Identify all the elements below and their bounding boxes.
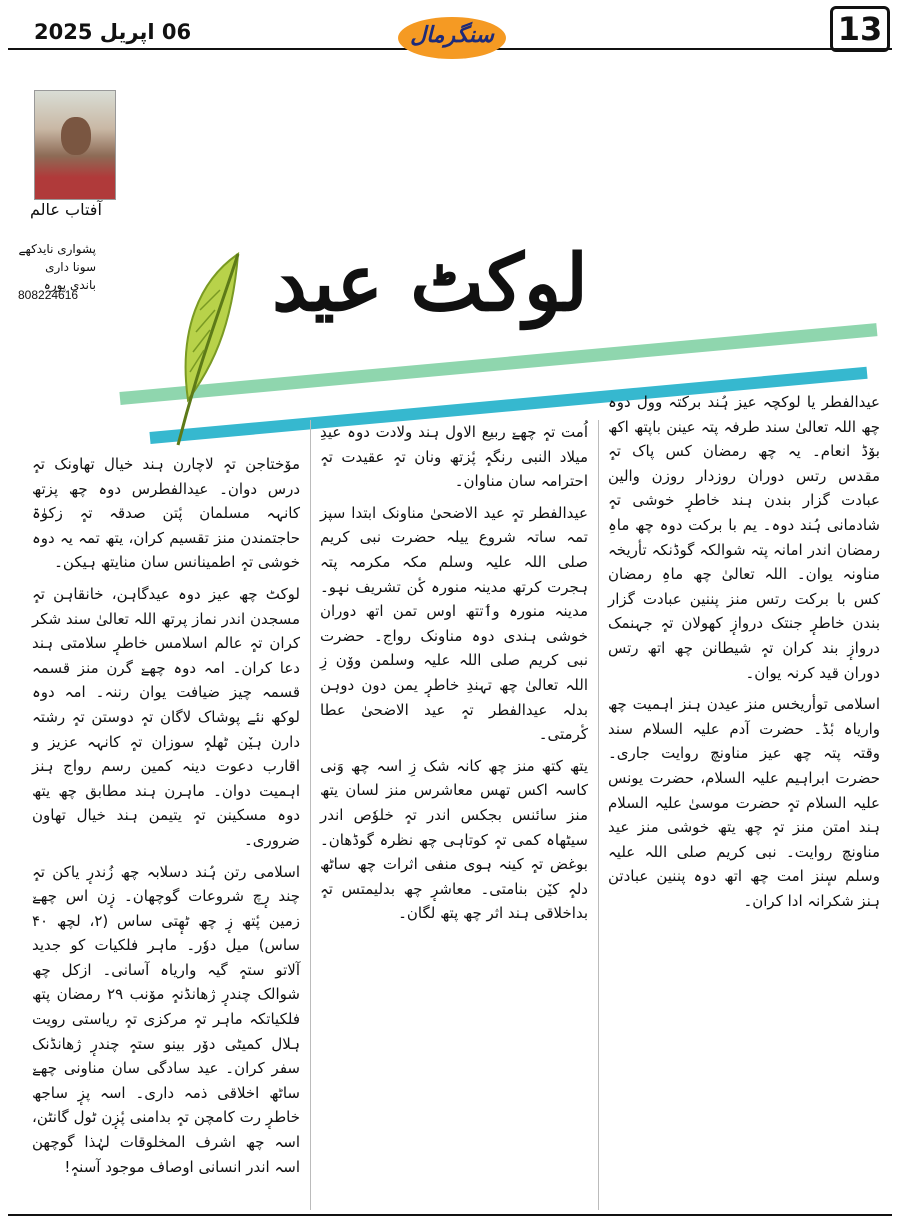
column-divider-right <box>598 420 599 1210</box>
author-phone: 808224616 <box>18 288 79 302</box>
author-face <box>61 117 91 155</box>
column-divider-left <box>310 420 311 1210</box>
publication-name: سنگرمال <box>410 23 494 48</box>
author-name: آفتاب عالم <box>30 200 102 219</box>
paragraph: یتھ کتھ منز چھ کانہ شک زِ اسہ چھ وَنی کاسہ اکس تھس معاشرس منز لسان یتھ منز سائنس بجکس اندر تہٕ خلوٗص اندر سیٹھاہ کمی تہٕ کوتاہی چھ نظرہ گوڈھان۔ بوغض تہٕ کینہ ہوی منفی اثرات چھ ساٹھ دلہٕ کیٚن بنامتی۔ معاشرٕ چھ بدلیمتس تہٕ بداخلاقی ہند اثر چھ پتھ لگان۔ <box>320 756 588 923</box>
paragraph: اُمت تہٕ چھےٚ ربیع الاول ہند ولادت دوہ عیدِ میلاد النبی رنگہٕ پٔزتھ ونان تہٕ عقیدت تہٕ احترامہ سان مناوان۔ <box>320 423 588 491</box>
page-number: 13 <box>830 6 890 52</box>
paragraph: موٚختاجن تہٕ لاچارن ہند خیال تھاونک تہٕ درس دوان۔ عیدالفطرس دوہ چھ پزتھ کانہہ مسلمان پٔتن صدقہ تہٕ زکوٰۃ حاجتمندن منز تقسیم کران، یتھ تمہ یہ دوہ خوشی تہٕ اطمینانس سان منایتھ ہیکن۔ <box>32 455 300 572</box>
article-title: لوکٹ عید <box>272 238 588 329</box>
issue-date: 06 اپریل 2025 <box>34 20 192 44</box>
article-column-1 <box>608 390 880 920</box>
paragraph: اسلامی رتن ہُند دسلابہ چھ زُندرٕ یاکن تہٕ چند رٕچ شروعات گوچھان۔ زٕن اس چھےٚ زمین پٔتھ زٕ چھ ٹھٕتی ساس (۲، لچھ ۴۰ ساس) میل دوٗر۔ ماہر فلکیات کو جدید آلاتو ستہٕ گیہ واریاہ آسانی۔ ازکل چھ شوالک چندرٕ ژھانڈنہٕ موٚنب ۲۹ رمضان پتھ فلکیاتکہ ماہر تہٕ مرکزی تہٕ ریاستی رویت ہلال کمیٹی دوٚر بینو ستہٕ چندرٕ ژھانڈنک سفر کران۔ عید سادگی سان مناونی چھےٚ ساٹھ اخلاقی ذمہ داری۔ اسہ پزٕ ساجھ خاطرٕ رت کامچن تہٕ بدامنی پٔزٕن ٹول گانٹن، اسہ چھ اشرف المخلوقات لہٰذا گوچھن اسہ اندر انسانی اوصاف موجود آسنہٕ! <box>32 862 300 1176</box>
footer-rule <box>8 1214 892 1216</box>
author-description: پشواری نایدکھے سونا داری باندی پورہ <box>18 242 96 292</box>
paragraph: عیدالفطر تہٕ عید الاضحیٰ مناونک ابتدا سپز تمہ ساتہ شروع ییلہ حضرت نبی کریم صلی اللہ علیہ وسلم مکہ مکرمہ پتہ ہجرت کرتھ مدینہ منورہ کٔن تشریف نیٖو۔ مدینہ منورہ وٲتتھ اوس تمن اتھ دوران خوشی ہندی دوہ مناونک رواج۔ حضرت نبی کریم صلی اللہ علیہ وسلمن ووٚن زِ اللہ تعالیٰ چھ تہندِ خاطرٕ یمن دون دوہن بدلہ عیدالفطر تہٕ عید الاضحیٰ عطا کٔرمتی۔ <box>320 503 588 744</box>
paragraph: لوکٹ چھ عیز دوہ عیدگاہن، خانقاہن تہٕ مسجدن اندر نماز پرتھ اللہ تعالیٰ سند شکر کران تہٕ عالم اسلامس خاطرٕ سلامتی ہند دعا کران۔ امہ دوہ چھےٚ گرن منز قسمہ قسمہ چیز ضیافت یوان رننہ۔ امہ دوہ لوکھ نئے پوشاک لاگان تہٕ دوستن تہٕ رشتہ دارن ہیٚن ٹھلہٕ سوزان تہٕ کانہہ عزیز و اقارب دعوت دینہ کمین رسم رواج ہنز اہمیت دوان۔ ماہرن ہند مطابق چھ یتھ دوہ مسکینن تہٕ یتیمن ہند خیال تھاون ضروری۔ <box>32 584 300 849</box>
article-column-3 <box>32 452 300 1186</box>
article-column-2 <box>320 420 588 933</box>
publication-logo <box>398 17 506 59</box>
paragraph: عیدالفطر یا لوکچہ عیز ہُند برکتہ وول دوہ چھ اللہ تعالیٰ سند طرفہ پتہ عینن باپتھ اکھ بوٚڈ انعام۔ یہ چھ رمضان کس پاک تہٕ مقدس رتس دوران روزدار روزن والین عبادت گزار بندن ہند خاطرٕ خوشی تہٕ شادمانی ہُند دوہ۔ یم با برکت دوہ چھ ماہِ رمضان اندر امانہ پتہ شوالکہ گوڈنکہ تأریخہ مناونہ یوان۔ اللہ تعالیٰ چھ ماہِ رمضان کس با برکت رتس منز پننین عبادت گزار بندن خاطرٕ جنتک دروازٕ کھولان تہٕ جہنمک دروازٕ بند کران تہٕ شیطانن چھ اتھ رتس دوران قید کرنہ یوان۔ <box>608 393 880 682</box>
author-photo <box>34 90 116 200</box>
paragraph: اسلامی توأریخس منز عیدن ہنز اہمیت چھ واریاہ بٔڈ۔ حضرت آدم علیہ السلام سند وقتہ پتہ چھ عیز مناونچ روایت جاری۔ حضرت ابراہیم علیہ السلام، حضرت یونس علیہ السلام تہٕ حضرت موسیٰ علیہ السلام ہند امتن منز تہٕ چھ یتھ خوشی منز عید مناونچ روایت۔ نبی کریم صلی اللہ علیہ وسلم سٕنز امت چھ اتھ دوہ پننین عبادتن ہنز شکرانہ ادا کران۔ <box>608 695 880 910</box>
